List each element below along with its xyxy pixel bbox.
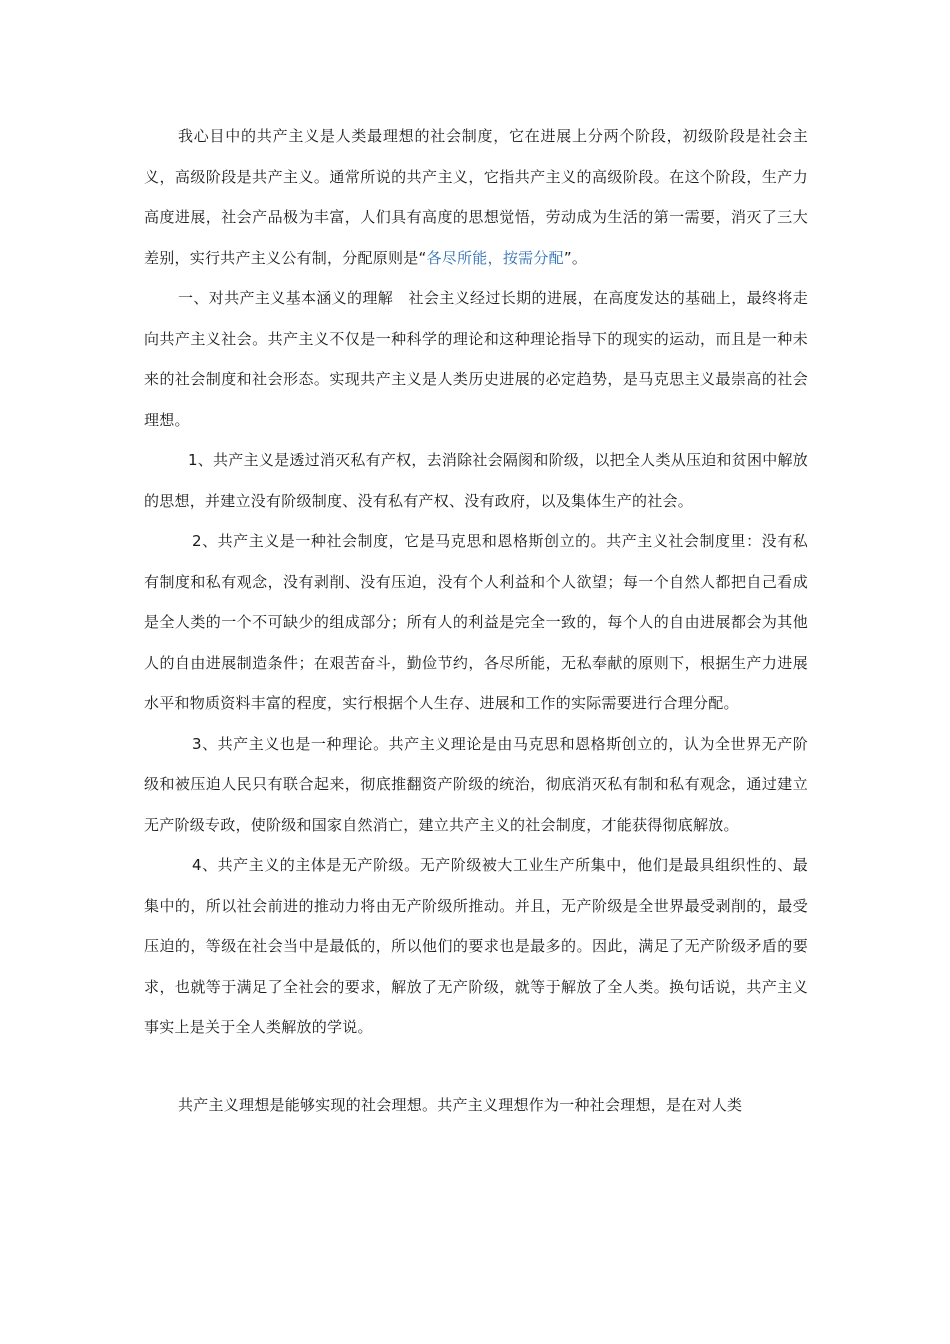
paragraph-point-2: 2、共产主义是一种社会制度，它是马克思和恩格斯创立的。共产主义社会制度里：没有私有制度和私有观念，没有剥削、没有压迫，没有个人利益和个人欲望；每一个自然人都把自己看成是全人类的一个不可缺少的组成部分；所有人的利益是完全一致的，每个人的自由进展都会为其他人的自由进展制造条件；在艰苦奋斗，勤俭节约，各尽所能，无私奉献的原则下，根据生产力进展水平和物质资料丰富的程度，实行根据个人生存、进展和工作的实际需要进行合理分配。 — [144, 532, 808, 712]
paragraph-intro-text: 我心目中的共产主义是人类最理想的社会制度，它在进展上分两个阶段，初级阶段是社会主义，高级阶段是共产主义。通常所说的共产主义，它指共产主义的高级阶段。在这个阶段，生产力高度进展，社会产品极为丰富，人们具有高度的思想觉悟，劳动成为生活的第一需要，消灭了三大差别，实行共产主义公有制，分配原则是“ — [144, 127, 808, 267]
paragraph-section-one: 一、对共产主义基本涵义的理解 社会主义经过长期的进展，在高度发达的基础上，最终将走向共产主义社会。共产主义不仅是一种科学的理论和这种理论指导下的现实的运动，而且是一种未来的社会制度和社会形态。实现共产主义是人类历史进展的必定趋势，是马克思主义最崇高的社会理想。 — [144, 289, 808, 429]
paragraph-ideal: 共产主义理想是能够实现的社会理想。共产主义理想作为一种社会理想，是在对人类 — [178, 1095, 743, 1114]
paragraph-intro — [144, 116, 808, 278]
paragraph-point-4: 4、共产主义的主体是无产阶级。无产阶级被大工业生产所集中，他们是最具组织性的、最集中的，所以社会前进的推动力将由无产阶级所推动。并且，无产阶级是全世界最受剥削的，最受压迫的，等级在社会当中是最低的，所以他们的要求也是最多的。因此，满足了无产阶级矛盾的要求，也就等于满足了全社会的要求，解放了无产阶级，就等于解放了全人类。换句话说，共产主义事实上是关于全人类解放的学说。 — [144, 856, 808, 1036]
link-gejinsuoneng[interactable]: 各尽所能 — [426, 248, 488, 267]
paragraph-intro-tail: ”。 — [563, 248, 588, 267]
link-separator: ， — [487, 248, 503, 267]
paragraph-point-3: 3、共产主义也是一种理论。共产主义理论是由马克思和恩格斯创立的，认为全世界无产阶级和被压迫人民只有联合起来，彻底推翻资产阶级的统治，彻底消灭私有制和私有观念，通过建立无产阶级专政，使阶级和国家自然消亡，建立共产主义的社会制度，才能获得彻底解放。 — [144, 734, 808, 834]
document-body — [144, 116, 808, 1125]
link-anxufenpei[interactable]: 按需分配 — [502, 248, 564, 267]
paragraph-point-1: 1、共产主义是透过消灭私有产权，去消除社会隔阂和阶级，以把全人类从压迫和贫困中解放的思想，并建立没有阶级制度、没有私有产权、没有政府，以及集体生产的社会。 — [144, 451, 808, 510]
